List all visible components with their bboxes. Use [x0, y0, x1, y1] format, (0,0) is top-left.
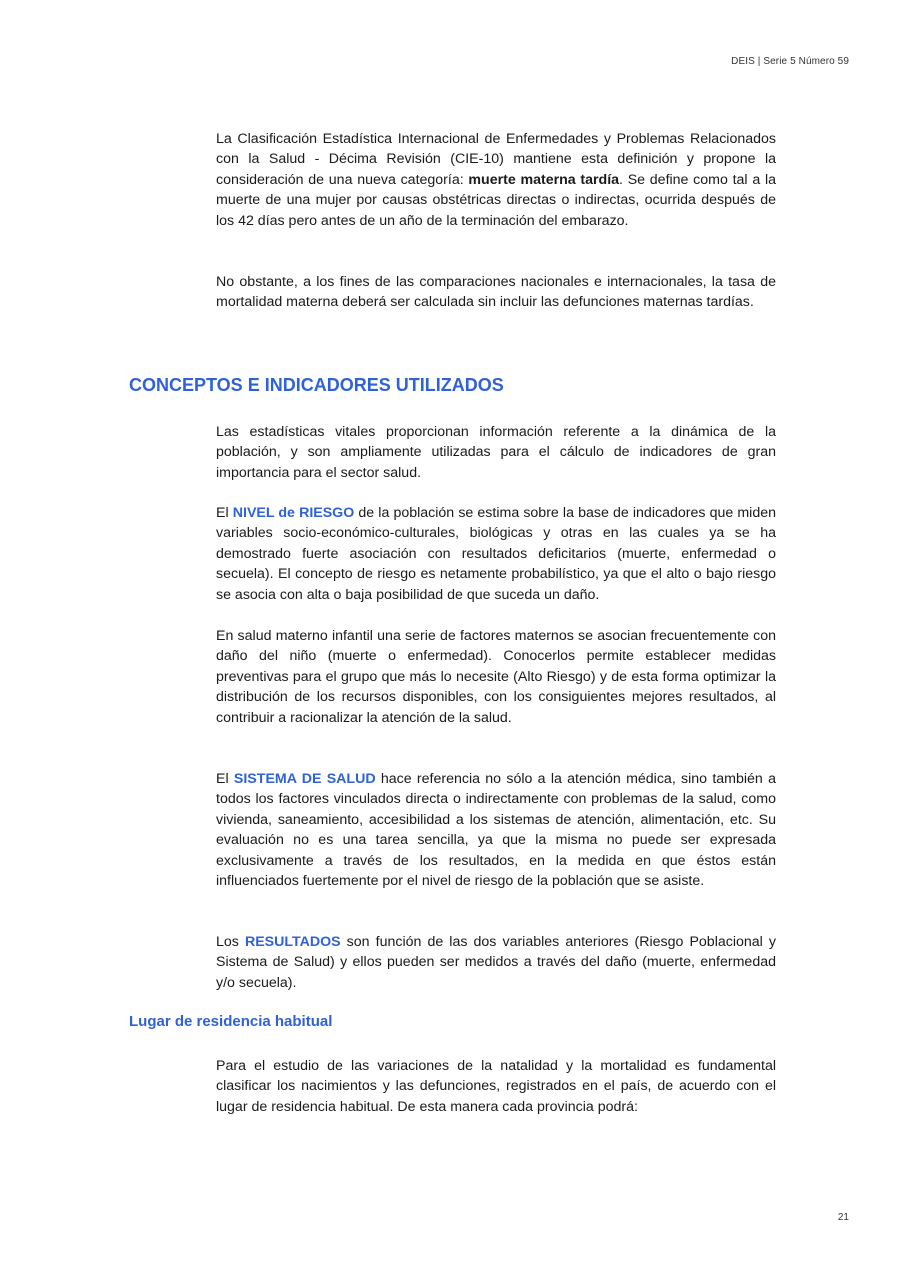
section-heading-conceptos: CONCEPTOS E INDICADORES UTILIZADOS [129, 375, 504, 395]
paragraph-sistema-salud [216, 769, 776, 891]
intro-paragraph-comparaciones: No obstante, a los fines de las comparaciones nacionales e internacionales, la tasa de mortalidad materna deberá ser calculada sin incluir las defunciones maternas tardías. [216, 274, 776, 311]
page-number: 21 [837, 1212, 849, 1223]
intro-paragraph-cie10 [216, 129, 776, 231]
running-header: DEIS | Serie 5 Número 59 [731, 56, 849, 67]
paragraph-residencia-habitual: Para el estudio de las variaciones de la natalidad y la mortalidad es fundamental clasificar los nacimientos y las defunciones, registrados en el país, de acuerdo con el lugar de residencia habitual. De esta manera cada provincia podrá: [216, 1058, 776, 1115]
section-heading-residencia: Lugar de residencia habitual [129, 1013, 333, 1030]
resultados-text: son función de las dos variables anteriores (Riesgo Poblacional y Sistema de Salud) y ellos pueden ser medidos a través del daño (muerte, enfermedad y/o secuela). [216, 934, 776, 991]
term-sistema-de-salud: SISTEMA DE SALUD [233, 771, 376, 787]
term-nivel-de-riesgo: NIVEL de RIESGO [232, 505, 355, 521]
sistema-salud-prefix: El [216, 771, 234, 787]
paragraph-nivel-riesgo [216, 503, 776, 605]
nivel-riesgo-text: de la población se estima sobre la base de indicadores que miden variables socio-económico-culturales, biológicas y otras en las cuales ya se ha demostrado fuerte asociación con resultados deficitarios (muerte, enfermedad o secuela). El concepto de riesgo es netamente probabilístico, ya que el alto o bajo riesgo se asocia con alta o baja posibilidad de que suceda un daño. [216, 505, 776, 603]
paragraph-resultados [216, 932, 776, 993]
paragraph-salud-materno-infantil: En salud materno infantil una serie de factores maternos se asocian frecuentemente con daño del niño (muerte o enfermedad). Conocerlos permite establecer medidas preventivas para el grupo que más lo necesite (Alto Riesgo) y de esta forma optimizar la distribución de los recursos disponibles, con los consiguientes mejores resultados, al contribuir a racionalizar la atención de la salud. [216, 628, 776, 726]
nivel-riesgo-prefix: El [216, 505, 233, 521]
paragraph-estadisticas-vitales: Las estadísticas vitales proporcionan información referente a la dinámica de la población, y son ampliamente utilizadas para el cálculo de indicadores de gran importancia para el sector salud. [216, 424, 776, 481]
sistema-salud-text: hace referencia no sólo a la atención médica, sino también a todos los factores vinculados directa o indirectamente con problemas de la salud, como vivienda, saneamiento, accesibilidad a los sistemas de atención, alimentación, etc. Su evaluación no es una tarea sencilla, ya que la misma no puede ser expresada exclusivamente a través de los resultados, en la medida en que éstos están influenciados fuertemente por el nivel de riesgo de la población que se asiste. [216, 771, 776, 890]
intro-p1-text-end: . Se define como tal a la muerte de una mujer por causas obstétricas directas o indirectas, ocurrida después de los 42 días pero antes de un año de la terminación del embarazo. [216, 171, 776, 229]
intro-p1-text-start: La Clasificación Estadística Internacional de Enfermedades y Problemas Relacionados con la Salud - Décima Revisión (CIE-10) mantiene esta definición y propone la consideración de una nueva categoría: [216, 131, 776, 188]
resultados-prefix: Los [216, 934, 245, 950]
term-muerte-materna-tardia: muerte materna tardía [468, 171, 620, 188]
term-resultados: RESULTADOS [244, 934, 341, 950]
